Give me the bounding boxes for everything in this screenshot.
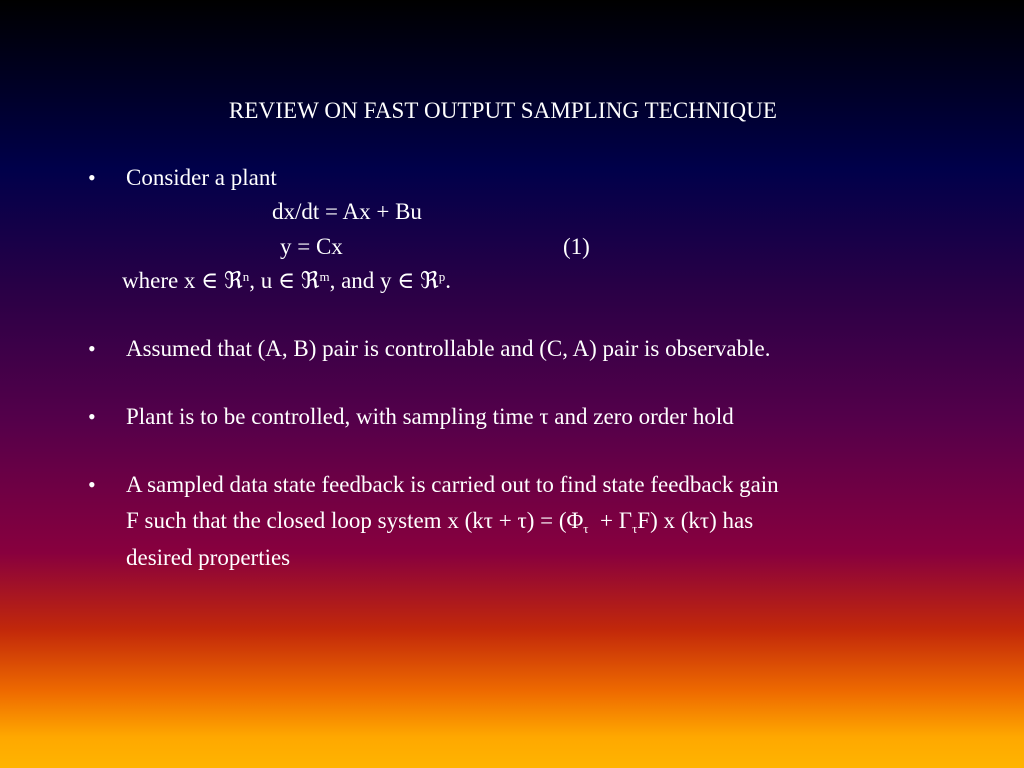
subscript-tau-2: τ	[632, 521, 638, 536]
subscript-tau-1: τ	[583, 521, 589, 536]
bullet-text-line2	[126, 506, 753, 536]
bullet-text: Plant is to be controlled, with sampling time τ and zero order hold	[126, 404, 734, 429]
slide-title: REVIEW ON FAST OUTPUT SAMPLING TECHNIQUE	[228, 98, 778, 123]
bullet-text-line1: A sampled data state feedback is carried out to find state feedback gain	[126, 472, 779, 497]
bullet-marker: •	[88, 336, 96, 361]
bullet-marker: •	[88, 404, 96, 429]
where-mid1: , u ∈ ℜ	[249, 268, 320, 293]
closed-loop-a: F such that the closed loop system x (kτ + τ) = (Φ	[126, 508, 584, 533]
where-suffix: .	[445, 268, 452, 293]
bullet-text: Consider a plant	[126, 165, 277, 190]
bullet-text-line3: desired properties	[126, 545, 291, 570]
superscript-m: m	[319, 269, 330, 284]
bullet-text: Assumed that (A, B) pair is controllable and (C, A) pair is observable.	[126, 336, 771, 361]
where-prefix: where x ∈ ℜ	[122, 268, 243, 293]
equation-state: dx/dt = Ax + Bu	[272, 199, 422, 224]
bullet-marker: •	[88, 472, 96, 497]
where-mid2: , and y ∈ ℜ	[329, 268, 439, 293]
equation-output: y = Cx	[280, 234, 343, 259]
closed-loop-b: + Γ	[588, 508, 633, 533]
closed-loop-c: F) x (kτ) has	[637, 508, 754, 533]
equation-number: (1)	[563, 234, 590, 259]
bullet-marker: •	[88, 165, 96, 190]
where-clause	[122, 266, 451, 296]
superscript-p: p	[438, 269, 446, 284]
superscript-n: n	[242, 269, 250, 284]
